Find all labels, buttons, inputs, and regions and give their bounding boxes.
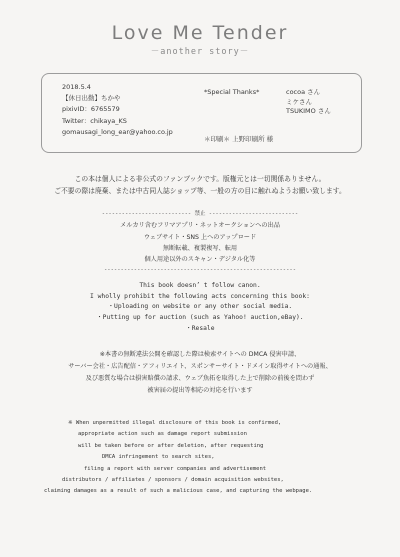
printer-name: 上野印刷所 様 [232,135,274,143]
legal-notice-english [44,418,352,498]
english-line: This book doesn’ t follow canon. [139,282,261,289]
book-subtitle: －another story－ [150,47,250,57]
twitter-handle: Twitter：chikaya_KS [62,116,127,125]
prohibited-item: 無断転載、複製複写、転用 [162,244,238,252]
intro-line: この本は個人による非公式のファンブックです。版権元とは一切関係ありません。 [74,175,326,183]
printer-info [204,134,273,143]
contact-email: gomausagi_long_ear@yahoo.co.jp [62,127,173,136]
notice-line: filing a report with server companies and advertisement [84,465,267,472]
prohibited-list [0,209,400,277]
circle-name: 【休日出勤】ちかや [62,94,121,103]
prohibited-item: メルカリ含むフリマアプリ・ネットオークションへの出品 [120,222,280,230]
notice-line: claiming damages as a result of such a malicious case, and capturing the webpage. [44,488,313,495]
notice-line: ※ When unpermitted illegal disclosure of this book is confirmed, [68,420,282,426]
notice-line: appropriate action such as damage report submission [78,431,247,438]
publication-date: 2018.5.4 [62,83,91,91]
disclaimer-intro [0,174,400,197]
english-prohibition [0,281,400,335]
special-thanks-label: *Special Thanks* [204,88,260,96]
notice-line: DMCA infringement to search sites, [102,454,215,461]
notice-line: 及び悪質な場合は損害賠償の請求、ウェブ魚拓を取得した上で削除の前後を問わず [85,375,315,382]
printer-label: ＊印刷＊ [204,135,230,143]
notice-line: ※本書の無断違法公開を確認した際は検索サイトへの DMCA 侵害申請、 [99,351,301,358]
thanks-name: cocoa さん [286,88,321,96]
thanks-name: ミケさん [286,97,312,106]
prohibited-item: 個人用途以外のスキャン・デジタル化等 [144,256,256,264]
prohibited-divider: ---------------------------------------------------------- [103,267,297,274]
notice-line: 被害届の提出等相応の対応を行います [147,387,253,394]
notice-line: will be taken before or after deletion, after requesting [78,442,264,449]
english-line: I wholly prohibit the following acts concerning this book: [90,292,310,300]
english-line: ・Uploading on website or any other social media. [107,303,293,311]
pixiv-id: pixivID：6765579 [62,105,120,114]
notice-line: distributors / affiliates / sponsors / domain acquisition websites, [62,477,284,484]
english-line: ・Putting up for auction (such as Yahoo! auction,eBay). [96,314,304,322]
intro-line: ご不要の際は廃棄、または中古同人誌ショップ等、一般の方の目に触れぬようお願い致します。 [54,186,346,195]
prohibited-item: ウェブサイト・SNS 上へのアップロード [143,233,257,241]
legal-notice-japanese [0,349,400,397]
author-info [62,82,173,138]
notice-line: サーバー会社・広告配信・アフィリエイト、スポンサーサイト・ドメイン取得サイトへの通報、 [68,363,332,370]
special-thanks [204,88,331,117]
prohibited-heading: --------------------------- 禁止 --------------------------- [101,211,299,217]
thanks-name: TSUKIMO さん [286,107,331,115]
book-title: Love Me Tender [111,22,289,44]
english-line: ・Resale [185,324,215,332]
publication-info-box [41,73,362,153]
